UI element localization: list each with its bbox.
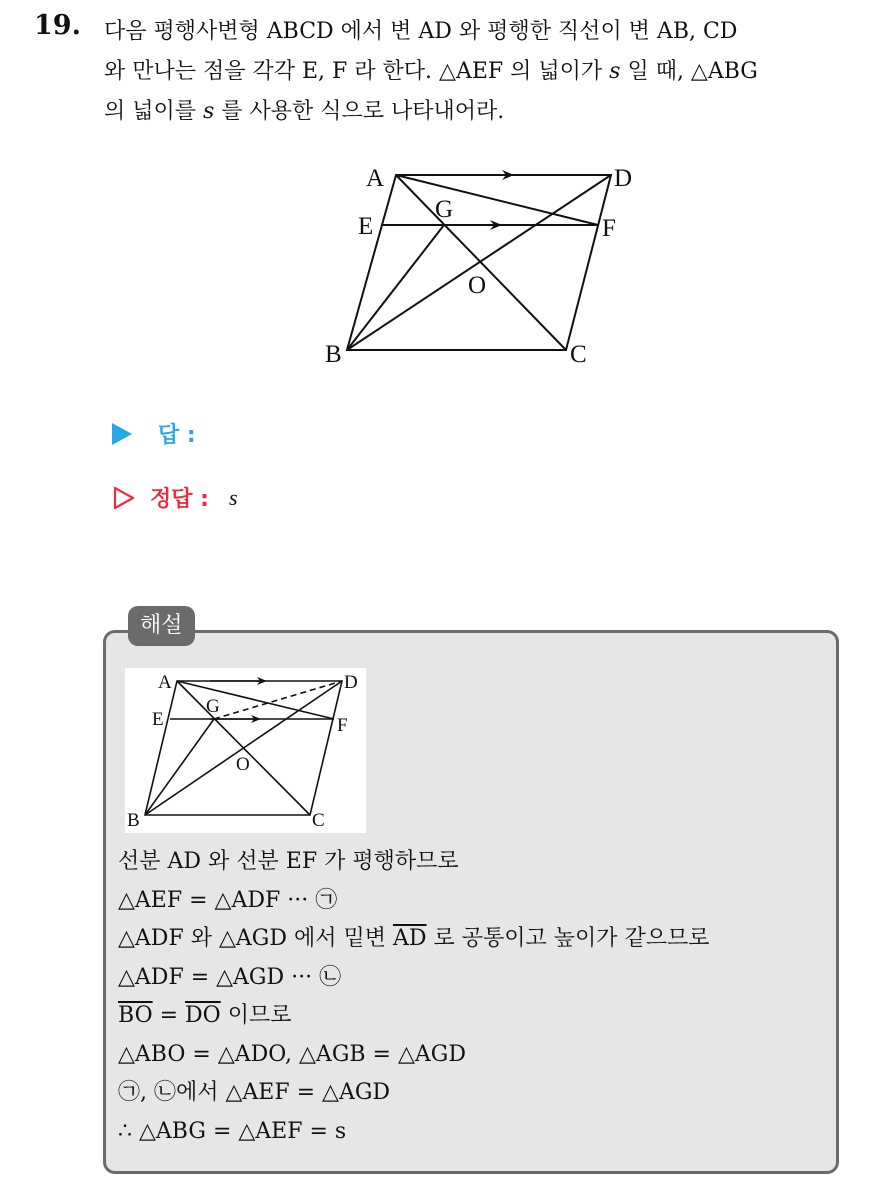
correct-answer-label: 정답 : bbox=[150, 487, 209, 512]
solution-line-3 bbox=[118, 920, 710, 959]
solution-line-5b: 이므로 bbox=[220, 1003, 292, 1028]
solution-line-4: △ADF = △AGD ··· ㉡ bbox=[118, 964, 342, 990]
label-d: D bbox=[614, 165, 633, 192]
label-f: F bbox=[337, 715, 348, 736]
question-line-3a: 의 넓이를 bbox=[104, 99, 203, 124]
answer-row bbox=[112, 418, 196, 449]
label-c: C bbox=[570, 341, 587, 368]
variable-s: s bbox=[203, 99, 215, 124]
solution-tab: 해설 bbox=[128, 606, 195, 646]
question-line-2a: 와 만나는 점을 각각 E, F 라 한다. △AEF 의 넓이가 bbox=[104, 59, 610, 84]
answer-label: 답 : bbox=[158, 423, 196, 448]
correct-answer-value: s bbox=[228, 484, 238, 510]
question-line-1: 다음 평행사변형 ABCD 에서 변 AD 와 평행한 직선이 변 AB, CD bbox=[104, 19, 738, 44]
solution-figure bbox=[125, 668, 366, 833]
overline-ad: $\overline{AD}$ bbox=[392, 926, 427, 951]
question-line-3b: 를 사용한 식으로 나타내어라. bbox=[214, 99, 505, 124]
question-line-2b: 일 때, △ABG bbox=[620, 59, 758, 84]
label-o: O bbox=[468, 272, 487, 299]
question-text bbox=[104, 12, 864, 132]
solution-line-1: 선분 AD 와 선분 EF 가 평행하므로 bbox=[118, 849, 459, 874]
correct-answer-row bbox=[112, 482, 238, 513]
label-b: B bbox=[325, 341, 342, 368]
label-a: A bbox=[366, 165, 385, 192]
solution-line-5 bbox=[118, 997, 710, 1036]
solution-line-3b: 로 공통이고 높이가 같으므로 bbox=[426, 926, 710, 951]
label-d: D bbox=[344, 672, 358, 693]
variable-s: s bbox=[609, 59, 621, 84]
diagonal-ac bbox=[396, 175, 566, 350]
question-number: 19. bbox=[34, 10, 81, 41]
label-b: B bbox=[127, 810, 140, 831]
solution-line-3a: △ADF 와 △AGD 에서 밑변 bbox=[118, 926, 393, 951]
segment-af bbox=[396, 175, 598, 225]
label-g: G bbox=[206, 696, 220, 717]
label-f: F bbox=[602, 215, 616, 242]
label-g: G bbox=[435, 196, 454, 223]
label-c: C bbox=[312, 810, 325, 831]
label-e: E bbox=[152, 709, 164, 730]
solution-line-2: △AEF = △ADF ··· ㉠ bbox=[118, 887, 338, 913]
solution-text bbox=[118, 843, 710, 1151]
label-a: A bbox=[158, 672, 172, 693]
solution-line-8: ∴ △ABG = △AEF = s bbox=[118, 1118, 347, 1144]
overline-bo: $\overline{BO}$ bbox=[118, 1003, 153, 1028]
equals: = bbox=[152, 1003, 186, 1028]
overline-do: $\overline{DO}$ bbox=[185, 1003, 221, 1028]
label-e: E bbox=[358, 213, 374, 240]
parallelogram-figure bbox=[318, 155, 648, 375]
play-triangle-icon bbox=[112, 423, 132, 445]
solution-line-7: ㉠, ㉡에서 △AEF = △AGD bbox=[118, 1080, 391, 1105]
outline-triangle-icon bbox=[112, 486, 136, 510]
label-o: O bbox=[236, 754, 250, 775]
segment-bg bbox=[347, 225, 444, 350]
solution-line-6: △ABO = △ADO, △AGB = △AGD bbox=[118, 1041, 467, 1067]
diagonal-bd bbox=[347, 175, 611, 350]
